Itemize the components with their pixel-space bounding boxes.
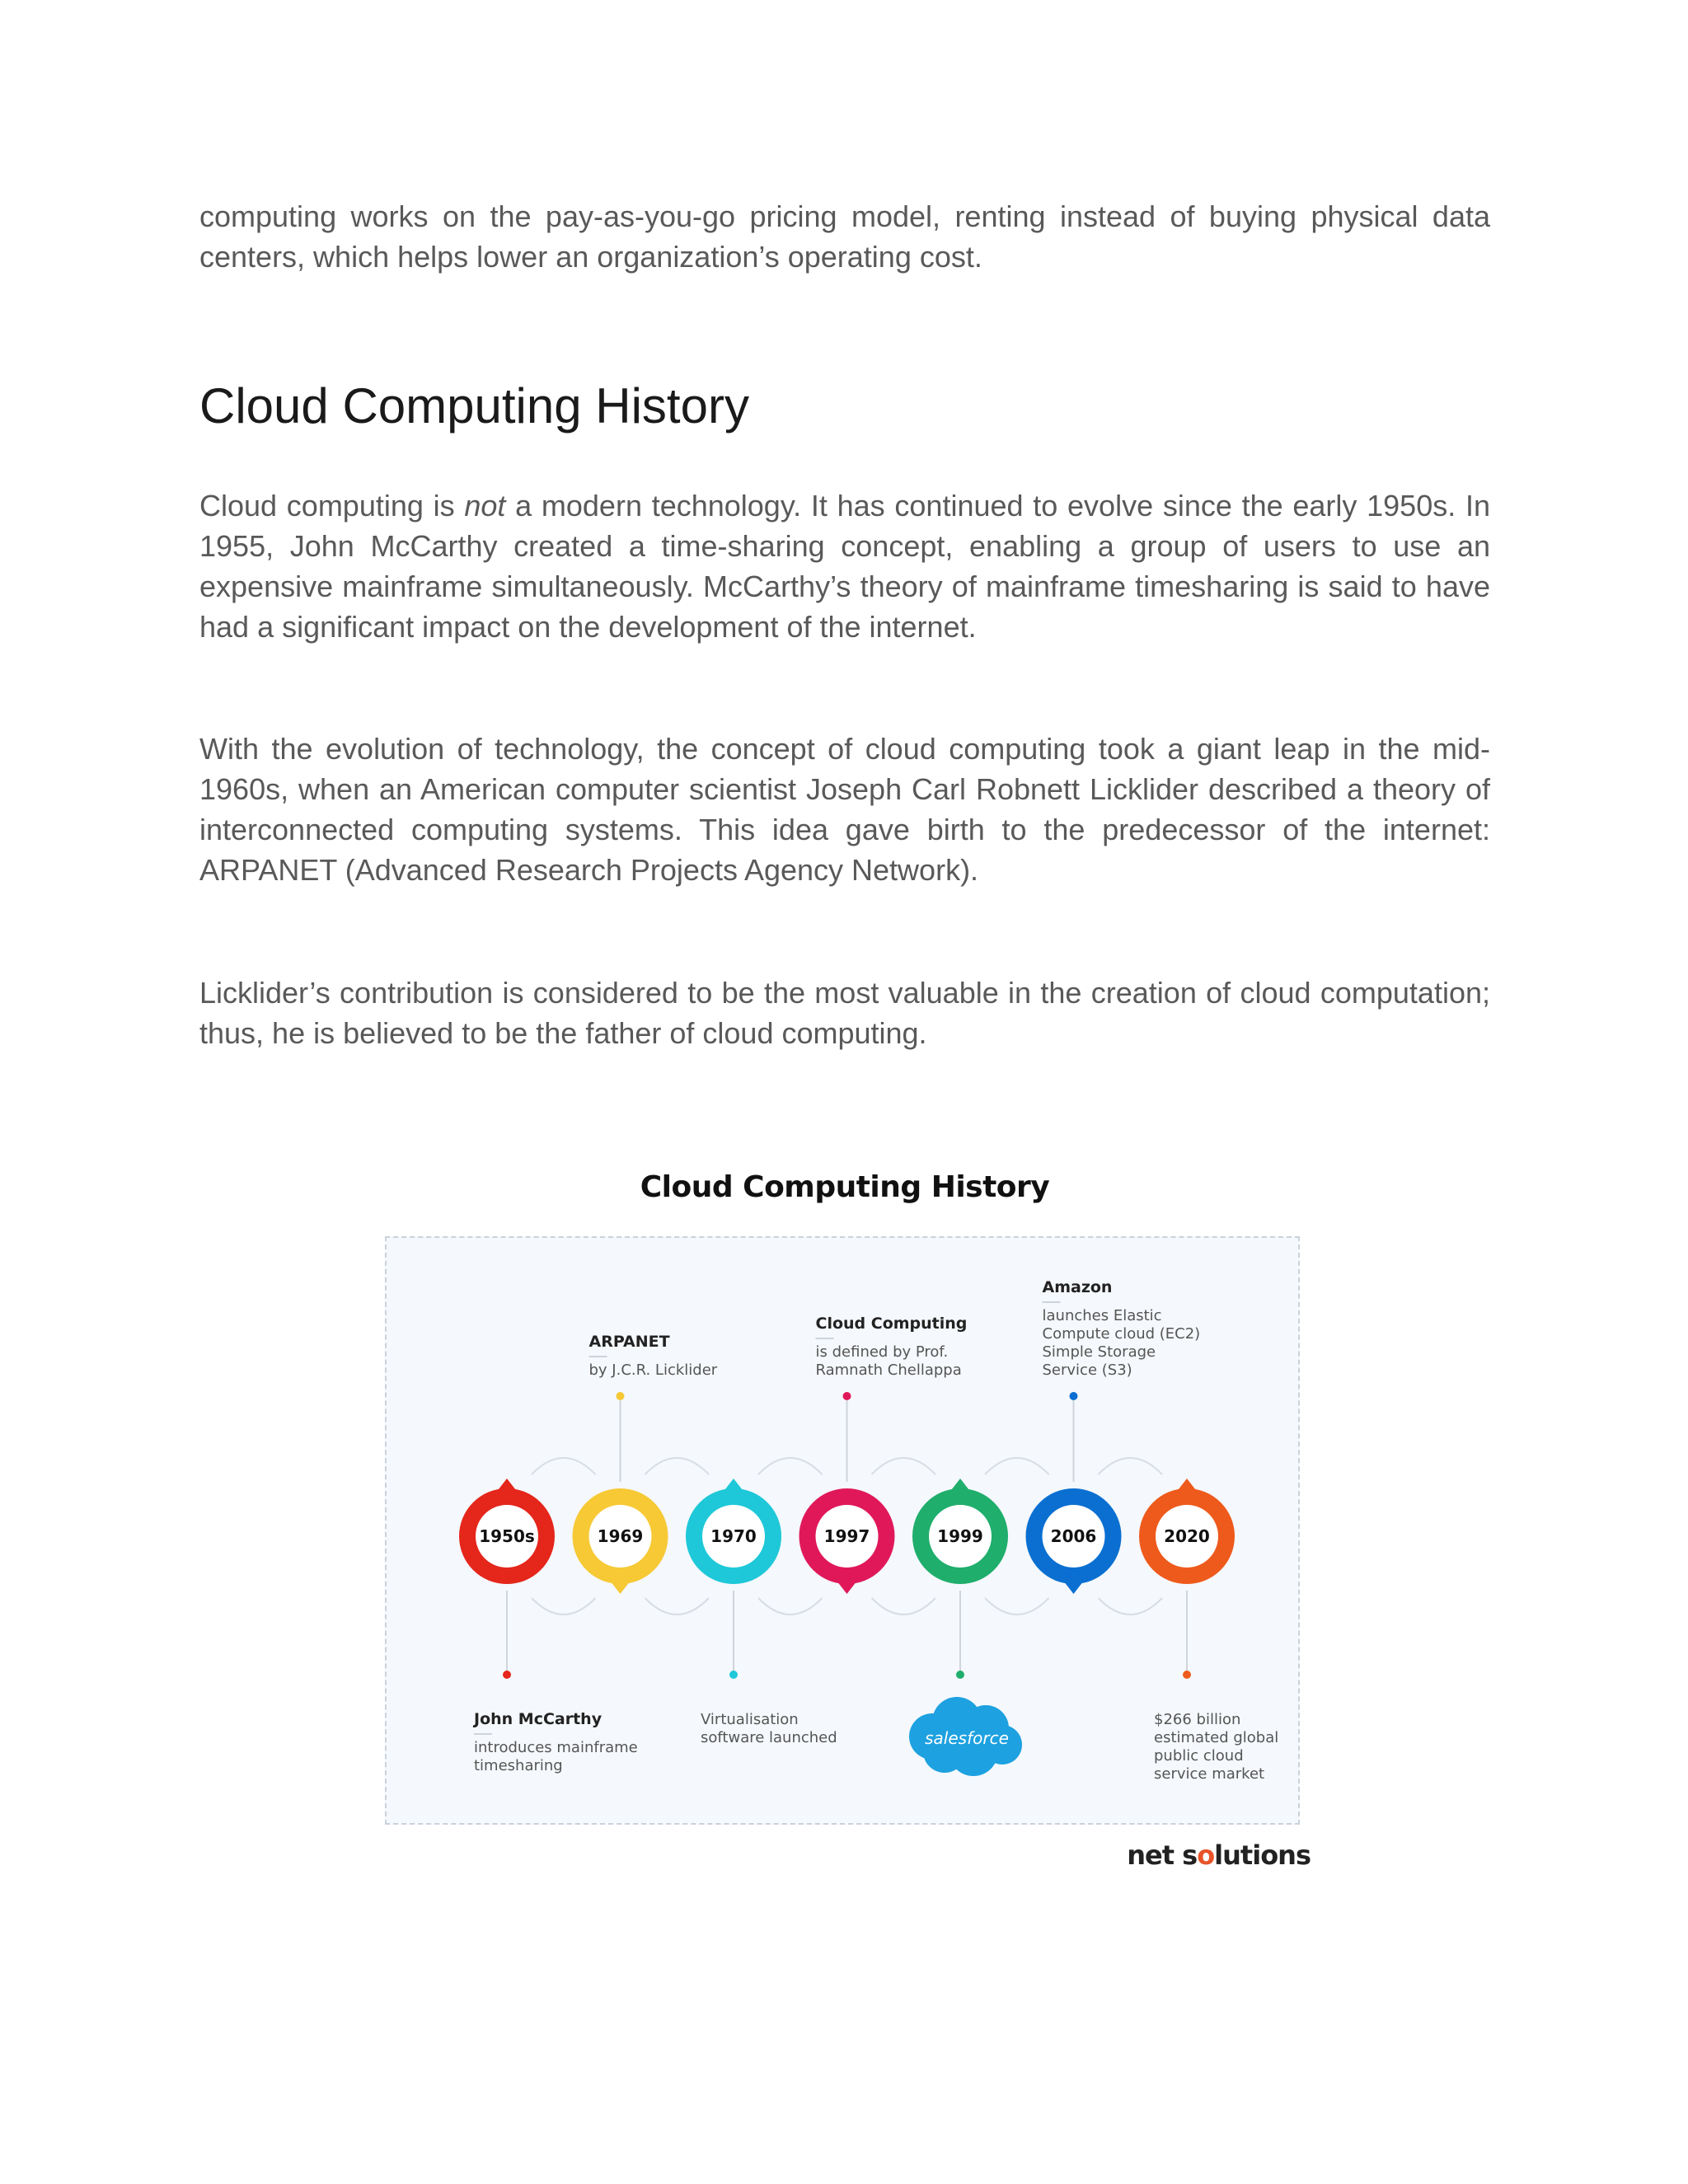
salesforce-logo	[909, 1697, 1022, 1776]
timeline-panel	[385, 1236, 1300, 1825]
connector-arc	[758, 1458, 823, 1474]
paragraph-text: Cloud computing is	[199, 489, 465, 523]
paragraph-history-3: Licklider’s contribution is considered to be the most valuable in the creation of cloud computation; thus, he is believed to be the father of cloud computing.	[199, 976, 1490, 1050]
year-label: 2006	[1050, 1526, 1097, 1546]
section-heading: Cloud Computing History	[199, 378, 749, 434]
milestone-title: Cloud Computing	[815, 1315, 968, 1333]
milestone-title: Amazon	[1042, 1278, 1113, 1296]
figure-title: Cloud Computing History	[640, 1170, 1050, 1204]
milestone-text: by J.C.R. Licklider	[588, 1361, 718, 1379]
milestone-text: timesharing	[474, 1757, 563, 1774]
year-label: 1999	[937, 1526, 983, 1546]
connector-arc	[645, 1598, 710, 1615]
timeline-dot	[729, 1671, 738, 1679]
milestone-text: Ramnath Chellappa	[815, 1361, 962, 1379]
emphasis-text: not	[464, 489, 506, 523]
year-label: 1969	[597, 1526, 644, 1546]
milestone-text: software launched	[701, 1729, 837, 1746]
milestone-title: ARPANET	[588, 1333, 670, 1351]
milestone-text: introduces mainframe	[474, 1739, 638, 1756]
milestone-title: John McCarthy	[474, 1710, 603, 1728]
connector-arc	[1099, 1598, 1163, 1615]
timeline-dot	[1183, 1671, 1191, 1679]
milestone-text: $266 billion	[1154, 1711, 1241, 1728]
milestone-text: Compute cloud (EC2)	[1042, 1325, 1201, 1343]
timeline-graphic	[387, 1238, 1298, 1823]
connector-arc	[1099, 1458, 1163, 1474]
connector-arc	[532, 1458, 596, 1474]
connector-arc	[645, 1458, 710, 1474]
timeline-figure	[379, 1170, 1311, 1879]
milestone-text: Service (S3)	[1042, 1361, 1132, 1379]
connector-arc	[872, 1458, 936, 1474]
milestone-text: launches Elastic	[1042, 1307, 1162, 1324]
connector-arc	[985, 1458, 1049, 1474]
milestone-text: service market	[1154, 1765, 1265, 1783]
connector-arc	[872, 1598, 936, 1615]
year-label: 1970	[710, 1526, 757, 1546]
timeline-dot	[1070, 1392, 1078, 1400]
paragraph-history-1	[199, 485, 1490, 647]
paragraph-intro: computing works on the pay-as-you-go pricing model, renting instead of buying physical data centers, which helps lower an organization’s operating cost.	[199, 199, 1490, 274]
timeline-dot	[843, 1392, 851, 1400]
year-label: 1997	[823, 1526, 870, 1546]
milestone-text: estimated global	[1154, 1729, 1279, 1746]
year-label: 2020	[1164, 1526, 1210, 1546]
paragraph-text: a modern technology. It has continued to evolve since the early 1950s. In 1955, John McCarthy created a time-sharing concept, enabling a group of users to use an expensive mainframe simultaneously. McCarthy’s theory of mainframe timesharing is said to have had a significant impact on the development of the internet.	[199, 489, 1490, 644]
paragraph-history-2: With the evolution of technology, the concept of cloud computing took a giant leap in the mid-1960s, when an American computer scientist Joseph Carl Robnett Licklider described a theory of interconnected computing systems. This idea gave birth to the predecessor of the internet: ARPANET (Advanced Research Projects Agency Network).	[199, 732, 1490, 887]
salesforce-label: salesforce	[925, 1728, 1009, 1748]
milestone-text: Virtualisation	[701, 1711, 799, 1728]
connector-arc	[532, 1598, 596, 1615]
connector-arc	[985, 1598, 1049, 1615]
milestone-text: public cloud	[1154, 1747, 1244, 1765]
year-label: 1950s	[479, 1526, 535, 1546]
connector-arc	[758, 1598, 823, 1615]
milestone-text: Simple Storage	[1042, 1343, 1156, 1361]
net-solutions-logo: net solutions	[1127, 1840, 1311, 1871]
timeline-dot	[617, 1392, 625, 1400]
timeline-dot	[956, 1671, 964, 1679]
timeline-dot	[503, 1671, 511, 1679]
milestone-text: is defined by Prof.	[815, 1343, 949, 1361]
